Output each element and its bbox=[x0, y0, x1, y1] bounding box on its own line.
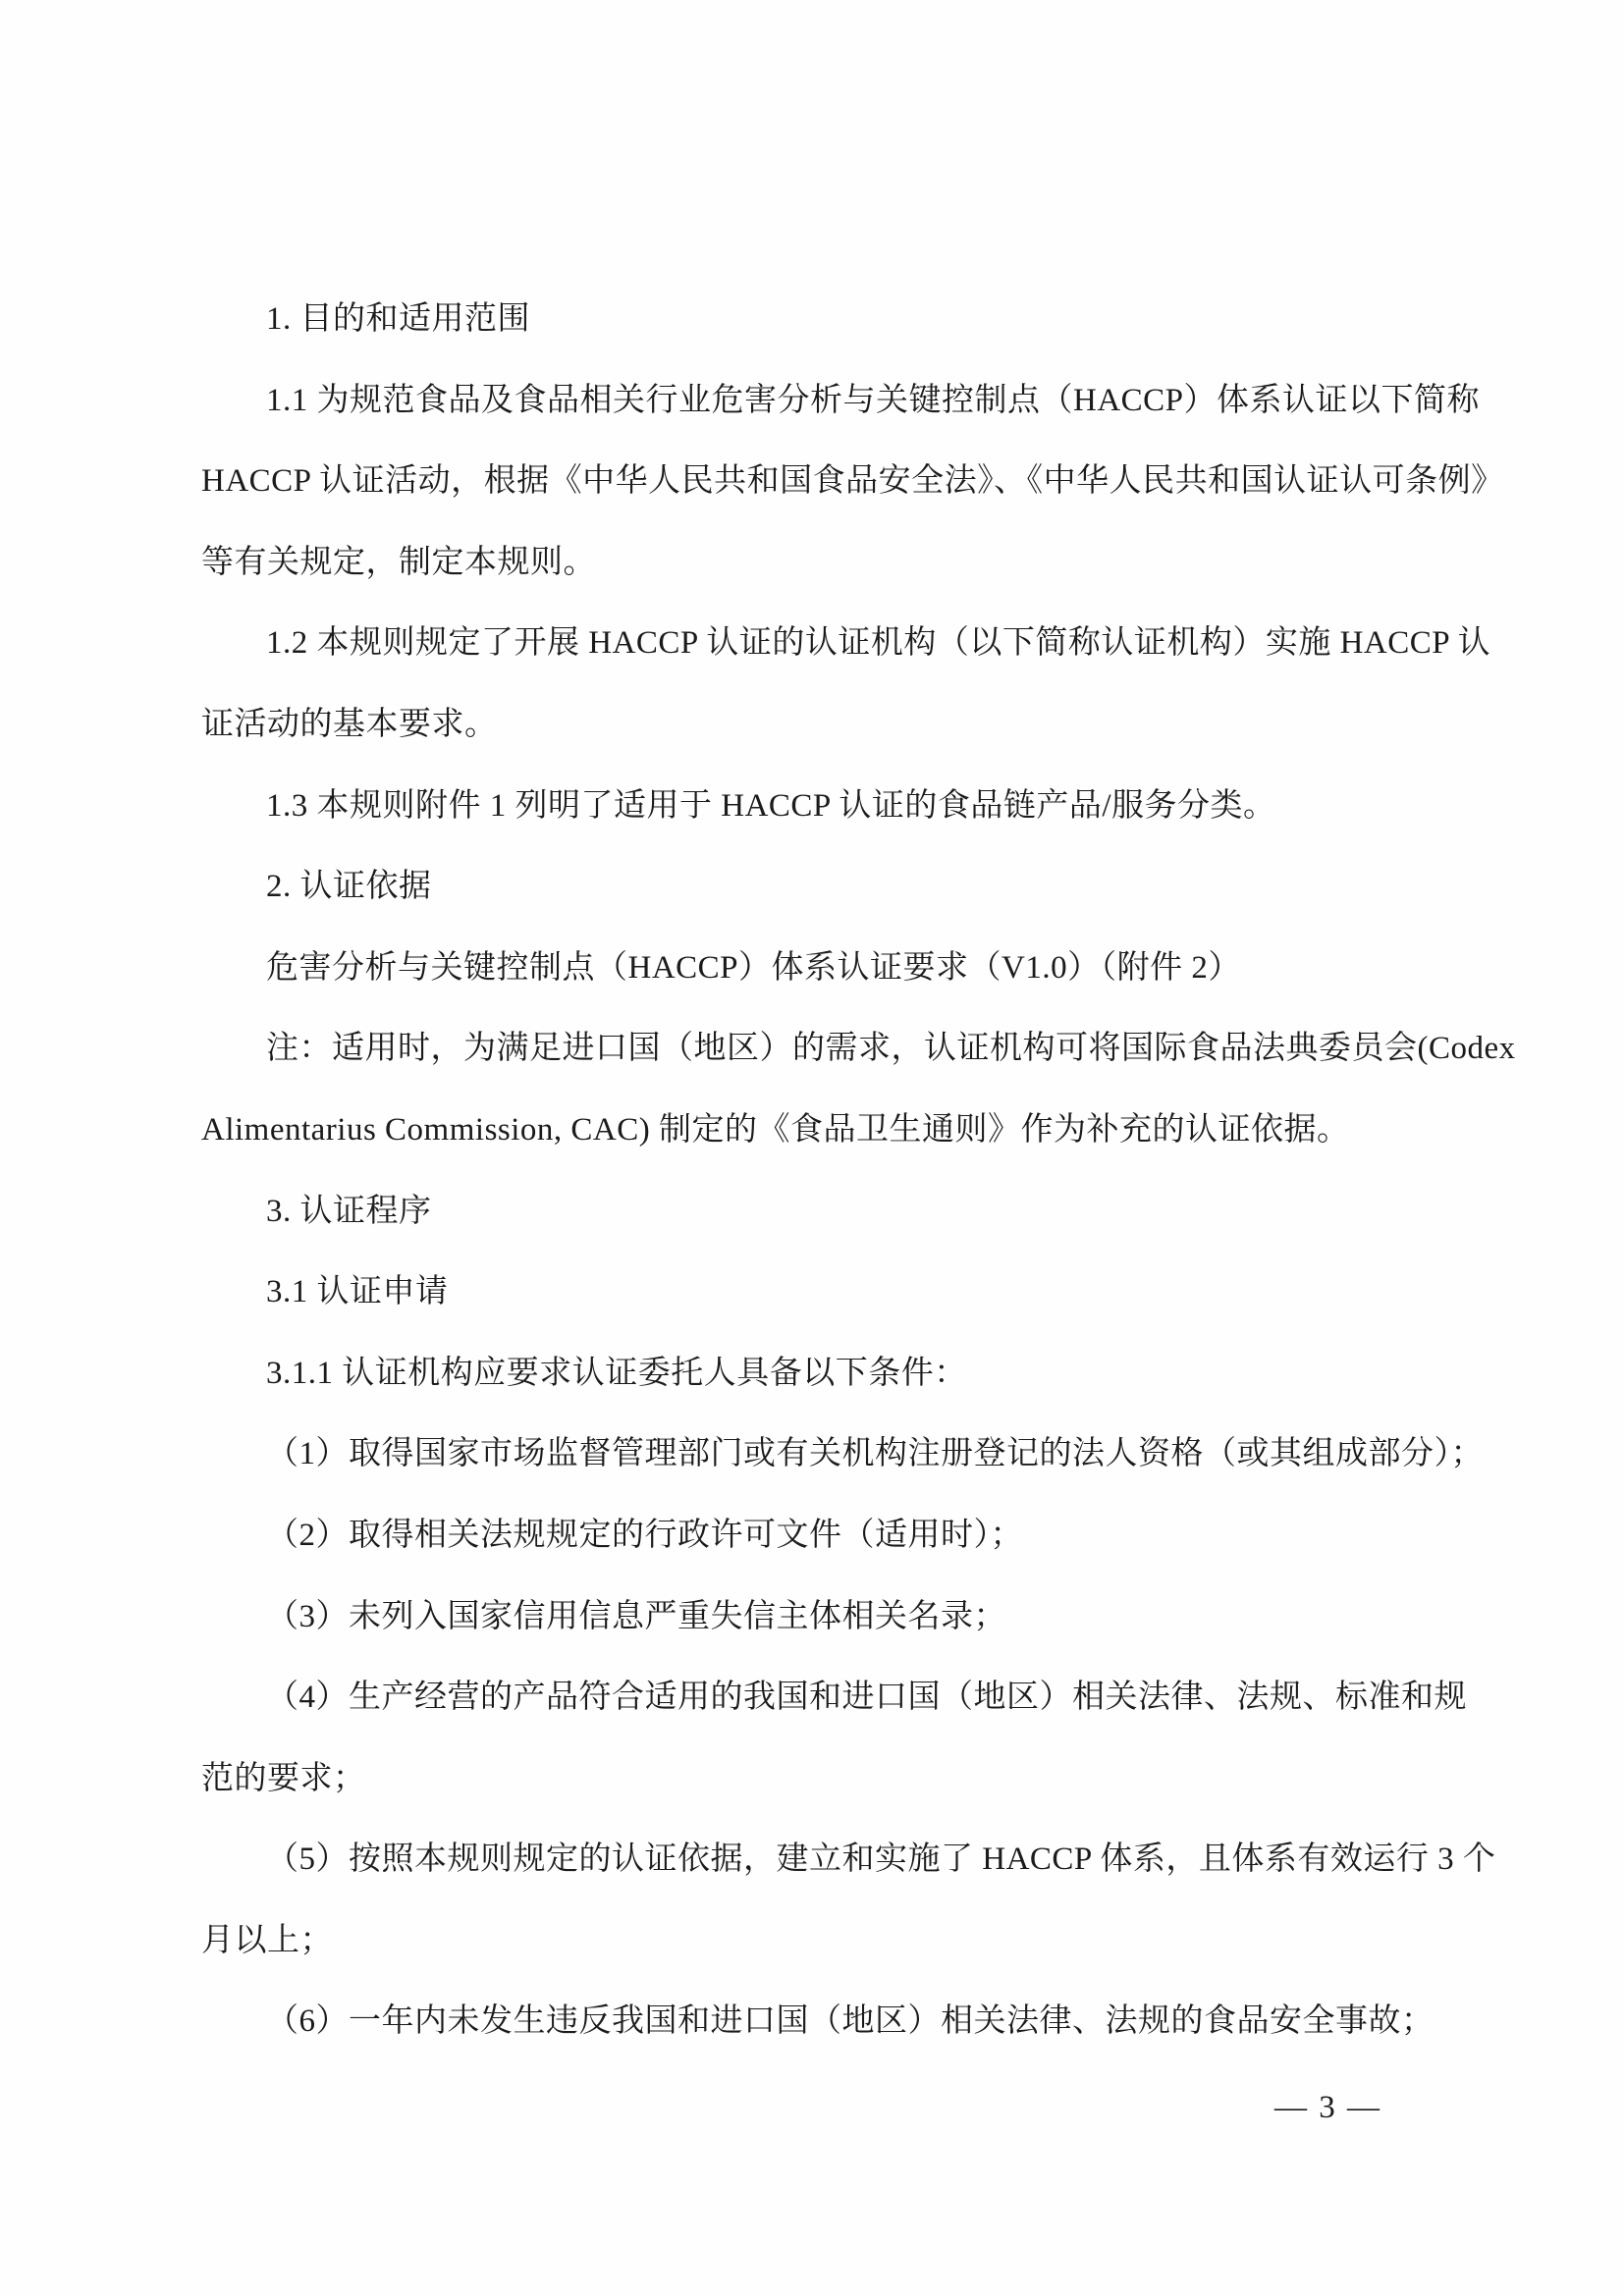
condition-item-4: 范的要求； bbox=[201, 1760, 366, 1796]
section-1-heading: 1. 目的和适用范围 bbox=[266, 301, 530, 337]
clause-1-2-line: 1.2 本规则规定了开展 HACCP 认证的认证机构（以下简称认证机构）实施 HACCP 认 bbox=[266, 625, 1491, 662]
note-line: Alimentarius Commission, CAC) 制定的《食品卫生通则》作为补充的认证依据。 bbox=[201, 1111, 1350, 1148]
clause-1-1-line: 等有关规定，制定本规则。 bbox=[201, 544, 596, 580]
condition-item-6: （6）一年内未发生违反我国和进口国（地区）相关法律、法规的食品安全事故； bbox=[266, 2003, 1435, 2040]
clause-1-1-line: HACCP 认证活动，根据《中华人民共和国食品安全法》、《中华人民共和国认证认可条例》 bbox=[201, 463, 1504, 500]
page-number: — 3 — bbox=[1274, 2090, 1381, 2125]
clause-3-1-1-line: 3.1.1 认证机构应要求认证委托人具备以下条件： bbox=[266, 1355, 967, 1391]
condition-item-5: 月以上； bbox=[201, 1922, 333, 1958]
document-body bbox=[201, 279, 1516, 2062]
certification-basis-line: 危害分析与关键控制点（HACCP）体系认证要求（V1.0）（附件 2） bbox=[266, 949, 1241, 986]
condition-item-2: （2）取得相关法规规定的行政许可文件（适用时）； bbox=[266, 1517, 1023, 1553]
section-2-heading: 2. 认证依据 bbox=[266, 869, 432, 905]
clause-1-1-line: 1.1 为规范食品及食品相关行业危害分析与关键控制点（HACCP）体系认证以下简称 bbox=[266, 382, 1481, 418]
condition-item-1: （1）取得国家市场监督管理部门或有关机构注册登记的法人资格（或其组成部分）； bbox=[266, 1436, 1484, 1472]
clause-1-3-line: 1.3 本规则附件 1 列明了适用于 HACCP 认证的食品链产品/服务分类。 bbox=[266, 787, 1276, 824]
condition-item-5: （5）按照本规则规定的认证依据，建立和实施了 HACCP 体系，且体系有效运行 3 个 bbox=[266, 1842, 1496, 1878]
note-line: 注：适用时，为满足进口国（地区）的需求，认证机构可将国际食品法典委员会(Codex bbox=[266, 1031, 1516, 1067]
condition-item-4: （4）生产经营的产品符合适用的我国和进口国（地区）相关法律、法规、标准和规 bbox=[266, 1680, 1467, 1716]
condition-item-3: （3）未列入国家信用信息严重失信主体相关名录； bbox=[266, 1598, 1006, 1634]
section-3-heading: 3. 认证程序 bbox=[266, 1193, 432, 1229]
subsection-3-1-heading: 3.1 认证申请 bbox=[266, 1274, 449, 1310]
clause-1-2-line: 证活动的基本要求。 bbox=[201, 706, 498, 742]
